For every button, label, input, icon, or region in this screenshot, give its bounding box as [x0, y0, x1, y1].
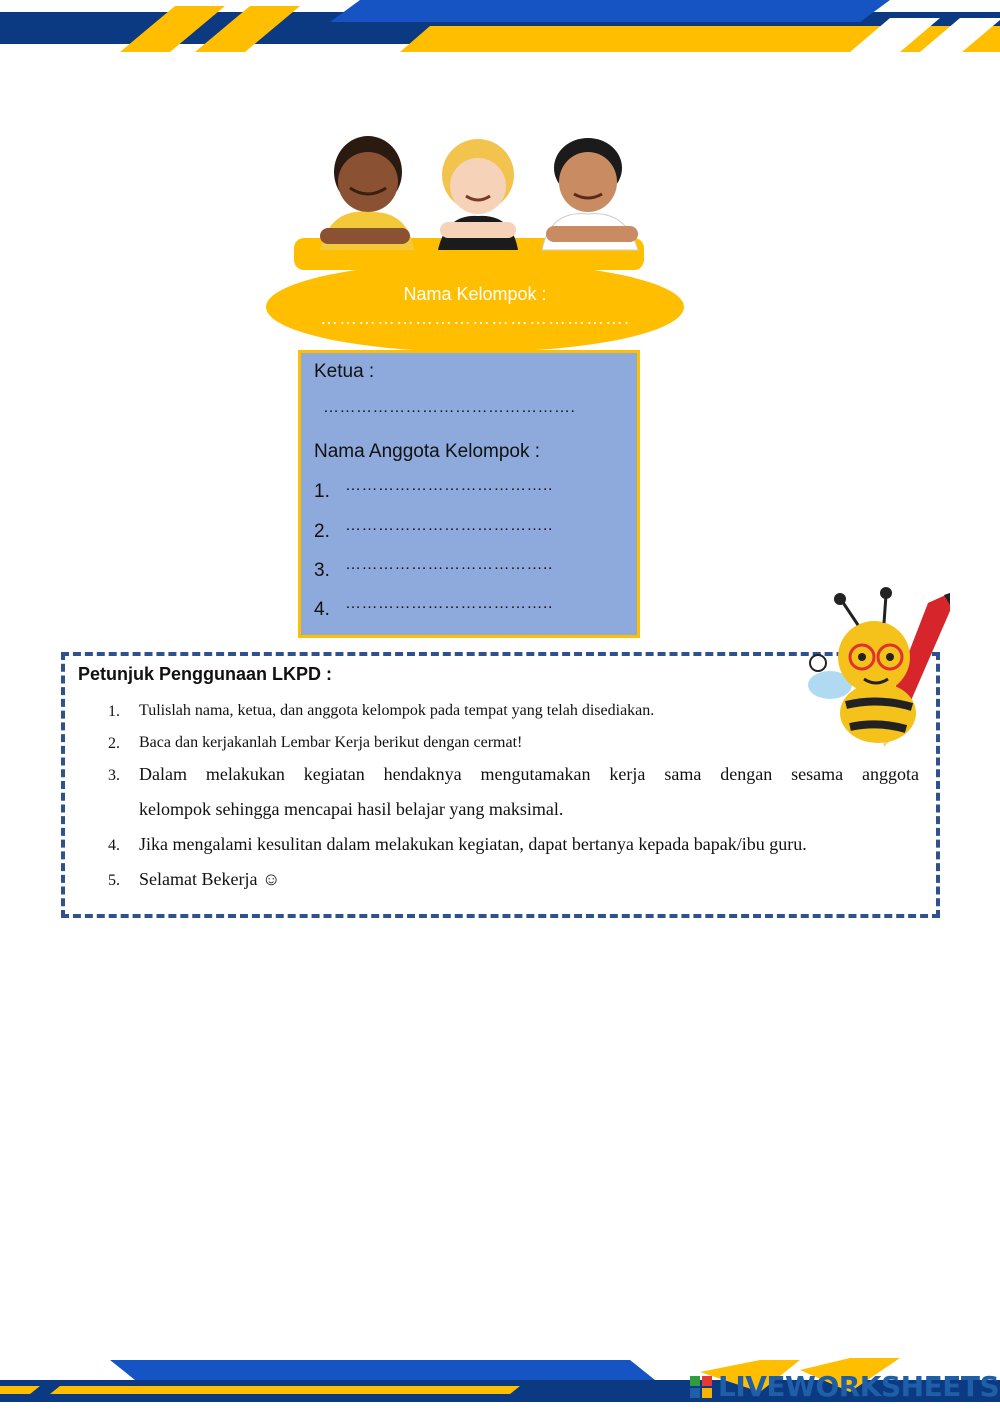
member-number: 1.: [314, 481, 330, 502]
children-illustration: [290, 130, 650, 270]
instruction-item-4: Jika mengalami kesulitan dalam melakukan kegiatan, dapat bertanya kepada bapak/ibu guru.: [139, 834, 807, 854]
instruction-number: 3.: [108, 767, 120, 784]
members-label: Nama Anggota Kelompok :: [314, 441, 541, 462]
instruction-item-5: Selamat Bekerja ☺: [139, 869, 281, 889]
group-members-box: [298, 350, 640, 638]
leader-field[interactable]: ……………………………………….: [323, 399, 576, 416]
instruction-number: 4.: [108, 837, 120, 854]
member-field-3[interactable]: ………………………………..: [345, 556, 553, 573]
instruction-number: 1.: [108, 703, 120, 720]
top-decorative-band: [0, 0, 1000, 60]
child-left: [320, 136, 414, 250]
instruction-number: 5.: [108, 872, 120, 889]
liveworksheets-logo-text: LIVEWORKSHEETS: [718, 1370, 1000, 1403]
instruction-item-3-line1: Dalam melakukan kegiatan hendaknya mengutamakan kerja sama dengan sesama anggota: [139, 764, 919, 784]
instruction-item-3-line2: kelompok sehingga mencapai hasil belajar yang maksimal.: [139, 799, 564, 819]
instruction-number: 2.: [108, 735, 120, 752]
child-middle: [438, 139, 518, 250]
member-number: 2.: [314, 521, 330, 542]
group-name-banner: [266, 262, 684, 352]
instruction-item-1: Tulislah nama, ketua, dan anggota kelompok pada tempat yang telah disediakan.: [139, 702, 655, 719]
member-number: 3.: [314, 560, 330, 581]
member-field-1[interactable]: ………………………………..: [345, 477, 553, 494]
member-field-2[interactable]: ………………………………..: [345, 517, 553, 534]
instructions-title: Petunjuk Penggunaan LKPD :: [78, 664, 333, 684]
group-name-field[interactable]: ………………………………………….: [320, 308, 631, 328]
leader-label: Ketua :: [314, 361, 375, 382]
member-field-4[interactable]: ………………………………..: [345, 595, 553, 612]
instruction-item-2: Baca dan kerjakanlah Lembar Kerja berikut dengan cermat!: [139, 734, 523, 751]
child-right: [542, 138, 638, 250]
bee-pencil-illustration: [800, 585, 960, 750]
group-name-label: Nama Kelompok :: [403, 284, 547, 304]
member-number: 4.: [314, 599, 330, 620]
